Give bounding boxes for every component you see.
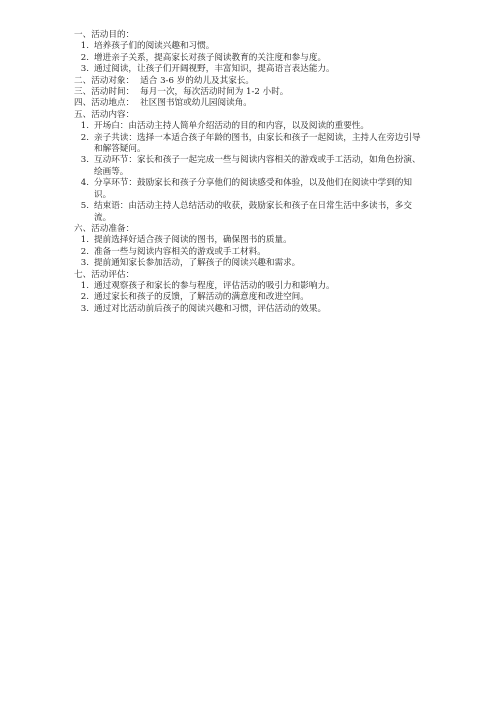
item-number: 5. xyxy=(80,201,89,212)
item-text: 培养孩子们的阅读兴趣和习惯。 xyxy=(94,41,215,52)
list-item xyxy=(74,258,424,269)
list-item xyxy=(74,121,424,132)
item-text: 分享环节：鼓励家长和孩子分享他们的阅读感受和体验，以及他们在阅读中学到的知识。 xyxy=(94,178,412,200)
item-text: 通过对比活动前后孩子的阅读兴趣和习惯，评估活动的效果。 xyxy=(94,303,327,314)
list-item xyxy=(74,304,424,315)
item-text: 开场白：由活动主持人简单介绍活动的目的和内容，以及阅读的重要性。 xyxy=(94,121,370,132)
item-number: 2. xyxy=(80,132,89,143)
section-heading: 七、活动评估： xyxy=(74,269,135,280)
item-number: 3. xyxy=(80,303,89,314)
list-item xyxy=(74,247,424,258)
list-item xyxy=(74,64,424,75)
item-number: 3. xyxy=(80,155,89,166)
list-item xyxy=(74,201,424,224)
item-number: 3. xyxy=(80,64,89,75)
list-item xyxy=(74,133,424,156)
item-number: 1. xyxy=(80,121,89,132)
item-text: 互动环节：家长和孩子一起完成一些与阅读内容相关的游戏或手工活动，如角色扮演、绘画等。 xyxy=(94,155,421,177)
item-text: 结束语：由活动主持人总结活动的收获，鼓励家长和孩子在日常生活中多读书，多交流。 xyxy=(94,201,412,223)
item-number: 4. xyxy=(80,178,89,189)
item-text: 通过阅读，让孩子们开阔视野，丰富知识，提高语言表达能力。 xyxy=(94,64,335,75)
section-inline-text: 社区图书馆或幼儿园阅读角。 xyxy=(140,98,252,109)
section-heading: 一、活动目的： xyxy=(74,30,135,40)
section-heading: 五、活动内容： xyxy=(74,109,135,120)
item-text: 通过家长和孩子的反馈，了解活动的满意度和改进空间。 xyxy=(94,292,309,303)
list-item xyxy=(74,292,424,303)
preparation-list xyxy=(74,235,424,269)
section-time xyxy=(74,87,424,98)
section-heading: 四、活动地点： xyxy=(74,98,135,109)
list-item xyxy=(74,178,424,201)
list-item xyxy=(74,235,424,246)
document-body xyxy=(74,30,424,315)
item-number: 2. xyxy=(80,52,89,63)
item-number: 2. xyxy=(80,292,89,303)
section-content xyxy=(74,110,424,224)
list-item xyxy=(74,155,424,178)
content-list xyxy=(74,121,424,224)
item-text: 增进亲子关系，提高家长对孩子阅读教育的关注度和参与度。 xyxy=(94,52,327,63)
list-item xyxy=(74,281,424,292)
section-location xyxy=(74,98,424,109)
section-inline-text: 每月一次，每次活动时间为 1-2 小时。 xyxy=(140,87,289,98)
section-audience xyxy=(74,76,424,87)
section-heading: 六、活动准备： xyxy=(74,223,135,234)
item-number: 3. xyxy=(80,258,89,269)
section-heading: 二、活动对象： xyxy=(74,75,135,86)
item-text: 提前选择好适合孩子阅读的图书，确保图书的质量。 xyxy=(94,235,292,246)
section-purpose xyxy=(74,30,424,76)
list-item xyxy=(74,53,424,64)
item-text: 亲子共读：选择一本适合孩子年龄的图书，由家长和孩子一起阅读，主持人在旁边引导和解答疑问。 xyxy=(94,132,421,155)
item-number: 1. xyxy=(80,235,89,246)
section-heading: 三、活动时间： xyxy=(74,87,135,98)
item-number: 1. xyxy=(80,280,89,291)
list-item xyxy=(74,41,424,52)
section-evaluation xyxy=(74,270,424,316)
section-preparation xyxy=(74,224,424,270)
item-number: 1. xyxy=(80,41,89,52)
item-text: 通过观察孩子和家长的参与程度，评估活动的吸引力和影响力。 xyxy=(94,280,335,291)
purpose-list xyxy=(74,41,424,75)
section-inline-text: 适合 3-6 岁的幼儿及其家长。 xyxy=(140,75,255,86)
evaluation-list xyxy=(74,281,424,315)
item-text: 准备一些与阅读内容相关的游戏或手工材料。 xyxy=(94,246,266,257)
item-text: 提前通知家长参加活动，了解孩子的阅读兴趣和需求。 xyxy=(94,258,301,269)
item-number: 2. xyxy=(80,246,89,257)
